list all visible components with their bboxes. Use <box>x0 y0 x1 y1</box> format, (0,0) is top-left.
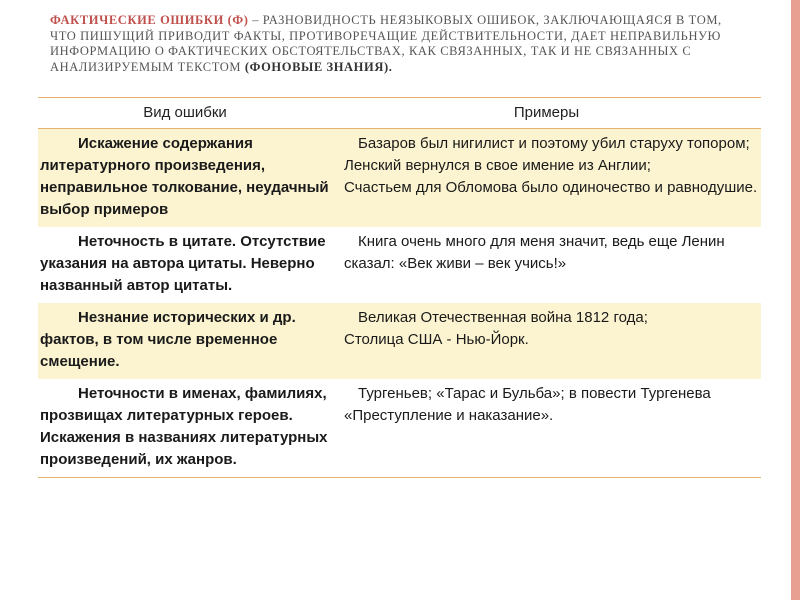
term-background: (ФОНОВЫЕ ЗНАНИЯ) <box>244 59 389 74</box>
slide-accent-bar <box>791 0 800 600</box>
error-kind-text: Неточность в цитате. Отсутствие указания на автора цитаты. Неверно названный автор цитаты. <box>40 233 326 294</box>
examples-text: Великая Отечественная война 1812 года; Столица США - Нью-Йорк. <box>344 309 648 348</box>
examples-text: Книга очень много для меня значит, ведь еще Ленин сказал: «Век живи – век учись!» <box>344 233 725 272</box>
examples-cell <box>332 129 761 228</box>
error-kind-text: Искажение содержания литературного произведения, неправильное толкование, неудачный выбор примеров <box>40 135 329 218</box>
table-row <box>38 379 761 478</box>
term-end: . <box>388 59 393 74</box>
table-header-row <box>38 98 761 129</box>
error-kind-cell <box>38 379 332 478</box>
error-kind-text: Незнание исторических и др. фактов, в том числе временное смещение. <box>40 309 296 370</box>
term-title: ФАКТИЧЕСКИЕ ОШИБКИ (Ф) <box>50 13 249 27</box>
error-kind-cell <box>38 227 332 303</box>
table-row <box>38 129 761 228</box>
page-title <box>50 13 740 75</box>
error-kind-text: Неточности в именах, фамилиях, прозвищах литературных героев. Искажения в названиях литературных произведений, их жанров. <box>40 385 328 468</box>
term-definition: – РАЗНОВИДНОСТЬ НЕЯЗЫКОВЫХ ОШИБОК, ЗАКЛЮЧАЮЩАЯСЯ В ТОМ, ЧТО ПИШУЩИЙ ПРИВОДИТ ФАКТЫ, ПРОТИВОРЕЧАЩИЕ ДЕЙСТВИТЕЛЬНОСТИ, ДАЕТ НЕПРАВИЛЬНУЮ ИНФОРМАЦИЮ О ФАКТИЧЕСКИХ ОБСТОЯТЕЛЬСТВАХ, КАК СВЯЗАННЫХ, ТАК И НЕ СВЯЗАННЫХ С АНАЛИЗИРУЕМЫМ ТЕКСТОМ <box>50 13 722 74</box>
examples-cell <box>332 303 761 379</box>
examples-text: Базаров был нигилист и поэтому убил старуху топором; Ленский вернулся в свое имение из Англии; Счастьем для Обломова было одиночество и равнодушие. <box>344 135 758 196</box>
table-row <box>38 227 761 303</box>
column-header-kind: Вид ошибки <box>38 98 332 129</box>
error-kind-cell <box>38 303 332 379</box>
table-row <box>38 303 761 379</box>
examples-text: Тургеньев; «Тарас и Бульба»; в повести Тургенева «Преступление и наказание». <box>344 385 711 424</box>
examples-cell <box>332 227 761 303</box>
column-header-examples: Примеры <box>332 98 761 129</box>
examples-cell <box>332 379 761 478</box>
error-kind-cell <box>38 129 332 228</box>
errors-table <box>38 97 761 478</box>
